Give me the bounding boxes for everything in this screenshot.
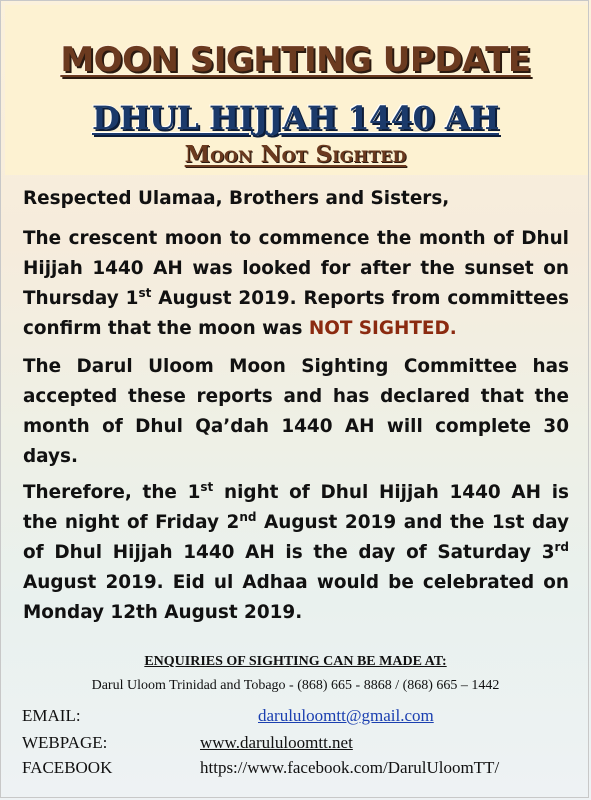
webpage-link[interactable]: www.darululoomtt.net [200,733,353,752]
p3-ordinal-1: st [200,480,214,494]
status-heading: Moon Not Sighted [184,141,407,168]
p1-text-a: The crescent moon to commence the month of Dhul Hijjah 1440 AH was looked for after the sunset on Thursday 1 [23,228,569,309]
month-heading: DHUL HIJJAH 1440 AH [92,99,499,137]
contact-phone-line: Darul Uloom Trinidad and Tobago - (868) 665 - 8868 / (868) 665 – 1442 [91,678,500,693]
page-title: MOON SIGHTING UPDATE [60,40,531,80]
webpage-label: WEBPAGE: [22,733,108,752]
p3-text-a: Therefore, the 1 [23,482,201,503]
paragraph-announcement [23,224,569,344]
p3-ordinal-3: rd [554,540,569,554]
email-label: EMAIL: [22,706,81,725]
paragraph-declaration: The Darul Uloom Moon Sighting Committee has accepted these reports and has declared that the month of Dhul Qa’dah 1440 AH will complete 30 days. [23,356,569,467]
p1-ordinal: st [138,286,152,300]
not-sighted-label: NOT SIGHTED. [308,318,457,339]
p3-text-c: August 2019 and the 1st day of Dhul Hijjah 1440 AH is the day of Saturday 3 [23,512,569,563]
p1-text-b: August 2019. Reports from committees confirm that the moon was [23,288,569,339]
contact-heading: ENQUIRIES OF SIGHTING CAN BE MADE AT: [144,654,447,669]
email-link[interactable]: darululoomtt@gmail.com [258,706,434,725]
facebook-url: https://www.facebook.com/DarulUloomTT/ [200,758,500,777]
p3-ordinal-2: nd [239,510,257,524]
p3-text-d: August 2019. Eid ul Adhaa would be celebrated on Monday 12th August 2019. [23,572,569,623]
greeting: Respected Ulamaa, Brothers and Sisters, [23,188,450,209]
p3-text-b: night of Dhul Hijjah 1440 AH is the night of Friday 2 [23,482,569,533]
paragraph-dates [23,478,569,628]
facebook-label: FACEBOOK [22,758,113,777]
